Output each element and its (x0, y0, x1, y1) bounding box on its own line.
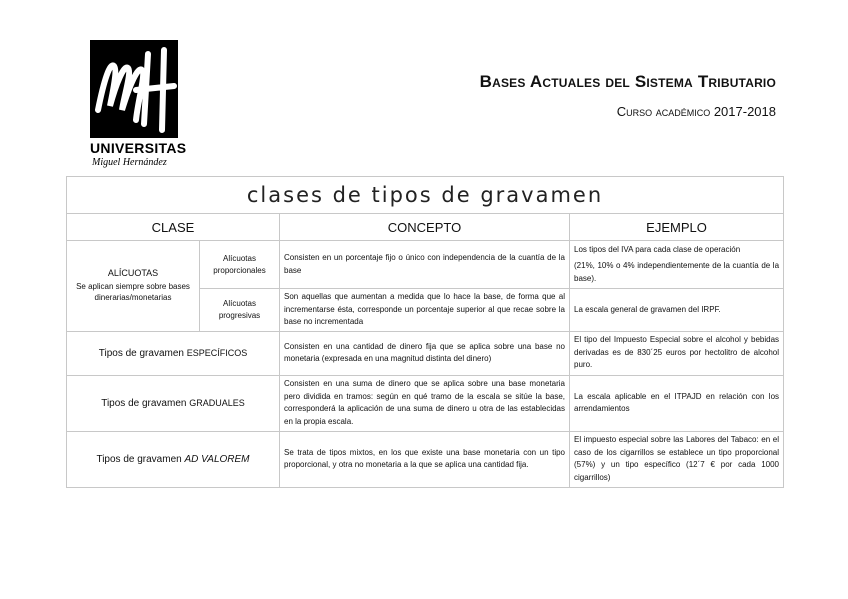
alicuotas-progresivas-ejemplo: La escala general de gravamen del IRPF. (570, 289, 784, 332)
especificos-ejemplo: El tipo del Impuesto Especial sobre el alcohol y bebidas derivadas es de 830´25 euros por hectolitro de alcohol puro. (570, 331, 784, 375)
header-concepto: CONCEPTO (280, 214, 570, 241)
table-row (67, 331, 784, 375)
table-row (67, 431, 784, 487)
graduales-label (67, 375, 280, 431)
label-suffix: GRADUALES (189, 397, 245, 408)
label-suffix: AD VALOREM (184, 453, 250, 465)
ad-valorem-concepto: Se trata de tipos mixtos, en los que existe una base monetaria con un tipo proporcional, y otra no monetaria a la que se aplica una cantidad fija. (280, 431, 570, 487)
alicuotas-label: ALÍCUOTAS (107, 268, 159, 279)
graduales-ejemplo: La escala aplicable en el ITPAJD en relación con los arrendamientos (570, 375, 784, 431)
alicuotas-progresivas-label: Alícuotas progresivas (200, 289, 280, 332)
alicuotas-proporcionales-concepto: Consisten en un porcentaje fijo o único con independencia de la cuantía de la base (280, 241, 570, 289)
alicuotas-cell (67, 241, 200, 332)
logo-subtitle: Miguel Hernández (92, 157, 167, 168)
label-prefix: Tipos de gravamen (98, 347, 184, 359)
table-row (67, 375, 784, 431)
especificos-label (67, 331, 280, 375)
table-row (67, 241, 784, 289)
table-title-row (67, 177, 784, 214)
table-header-row (67, 214, 784, 241)
table-title: clases de tipos de gravamen (67, 177, 784, 214)
label-prefix: Tipos de gravamen (101, 397, 187, 409)
graduales-concepto: Consisten en una suma de dinero que se aplica sobre una base monetaria pero dividida en tramos: según en qué tramo de la escala se sitúe la base, corresponderá la aplicación de una suma de dinero u otra de las establecidas en la propia escala. (280, 375, 570, 431)
ad-valorem-ejemplo: El impuesto especial sobre las Labores del Tabaco: en el caso de los cigarrillos se establece un tipo proporcional (57%) y un tipo específico (12´7 € por cada 1000 cigarrillos) (570, 431, 784, 487)
university-logo (90, 40, 190, 170)
header-clase: CLASE (67, 214, 280, 241)
logo-wordmark: UNIVERSITAS (90, 140, 187, 156)
tax-rates-table (66, 176, 784, 488)
especificos-concepto: Consisten en una cantidad de dinero fija que se aplica sobre una base no monetaria (expresada en una magnitud distinta del dinero) (280, 331, 570, 375)
header-ejemplo: EJEMPLO (570, 214, 784, 241)
label-prefix: Tipos de gravamen (96, 453, 182, 465)
alicuotas-note: Se aplican siempre sobre bases dinerarias/monetarias (76, 282, 190, 303)
label-suffix: ESPECÍFICOS (186, 347, 248, 358)
ejemplo-line-1: Los tipos del IVA para cada clase de operación (574, 244, 741, 254)
alicuotas-proporcionales-ejemplo (570, 241, 784, 289)
alicuotas-progresivas-concepto: Son aquellas que aumentan a medida que lo hace la base, de forma que al incrementarse ésta, corresponde un porcentaje superior al que recae sobre la base no incrementada (280, 289, 570, 332)
ejemplo-line-2: (21%, 10% o 4% independientemente de la cuantía de la base). (574, 261, 780, 283)
logo-mark (90, 40, 178, 138)
document-title: Bases Actuales del Sistema Tributario (479, 72, 776, 91)
ad-valorem-label (67, 431, 280, 487)
document-subtitle: Curso académico 2017-2018 (616, 104, 776, 119)
alicuotas-proporcionales-label: Alícuotas proporcionales (200, 241, 280, 289)
